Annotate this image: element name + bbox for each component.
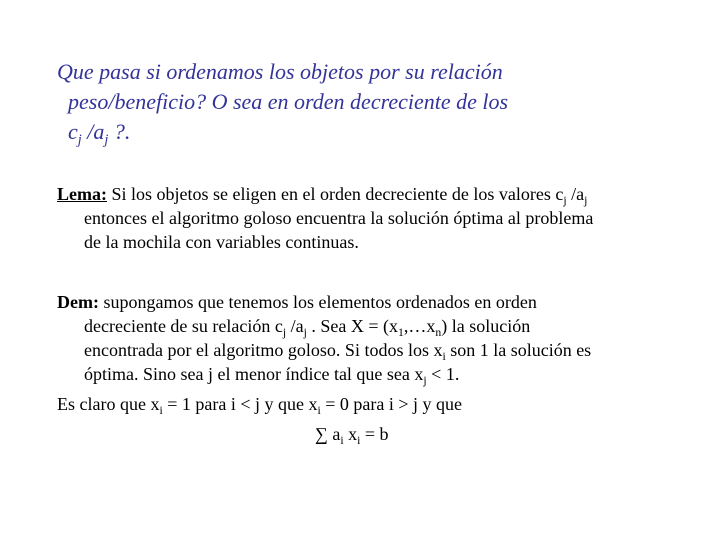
proof-line-4 — [57, 362, 657, 386]
lemma-line-3: de la mochila con variables continuas. — [84, 232, 359, 252]
subscript-j: j — [77, 132, 82, 148]
subscript-i: i — [317, 404, 321, 418]
subscript-j: j — [303, 326, 307, 340]
proof-paragraph — [57, 290, 657, 386]
claim-text: = 0 para i > j y que — [320, 394, 463, 414]
question-text — [57, 57, 657, 147]
lemma-line-1 — [57, 182, 657, 206]
subscript-j: j — [282, 326, 287, 340]
question-end: ?. — [108, 119, 131, 144]
question-line-2: peso/beneficio? O sea en orden decreciente de los — [68, 89, 509, 114]
lemma-text: Si los objetos se eligen en el orden decreciente de los valores c — [106, 184, 564, 204]
proof-text: supongamos que tenemos los elementos ordenados en orden — [98, 292, 537, 312]
ratio-a: /a — [81, 119, 105, 144]
sigma-symbol: ∑ a — [315, 424, 341, 444]
proof-text: encontrada por el algoritmo goloso. Si todos los x — [84, 340, 443, 360]
ratio-c: c — [68, 119, 78, 144]
equation-text: = b — [360, 424, 389, 444]
proof-line-2 — [57, 314, 657, 338]
proof-text: . Sea X = (x — [306, 316, 399, 336]
question-line-3 — [57, 117, 657, 147]
proof-text: < 1. — [426, 364, 460, 384]
proof-text: son 1 la solución es — [445, 340, 592, 360]
subscript-i: i — [442, 350, 446, 364]
proof-label: Dem: — [57, 292, 99, 312]
sum-equation — [315, 422, 515, 446]
proof-line-1 — [57, 290, 657, 314]
subscript-i: i — [340, 434, 344, 448]
question-line-1: Que pasa si ordenamos los objetos por su relación — [57, 59, 503, 84]
proof-text: óptima. Sino sea j el menor índice tal que sea x — [84, 364, 424, 384]
lemma-paragraph — [57, 182, 657, 254]
subscript-j: j — [584, 194, 588, 208]
claim-text: Es claro que x — [57, 394, 160, 414]
proof-text: decreciente de su relación c — [84, 316, 283, 336]
lemma-line-2: entonces el algoritmo goloso encuentra la solución óptima al problema — [84, 208, 594, 228]
subscript-i: i — [159, 404, 163, 418]
proof-text: /a — [286, 316, 304, 336]
claim-line — [57, 392, 677, 416]
subscript-j: j — [563, 194, 567, 208]
lemma-ratio: /a — [566, 184, 585, 204]
claim-text: = 1 para i < j y que x — [162, 394, 318, 414]
lemma-label: Lema: — [57, 184, 107, 204]
proof-line-3 — [57, 338, 657, 362]
proof-text: ) la solución — [441, 316, 531, 336]
equation-text: x — [343, 424, 358, 444]
subscript-j: j — [104, 132, 109, 148]
subscript-j: j — [423, 374, 427, 388]
proof-text: ,…x — [403, 316, 436, 336]
subscript-i: i — [357, 434, 361, 448]
subscript-1: 1 — [398, 326, 404, 340]
subscript-n: n — [435, 326, 442, 340]
